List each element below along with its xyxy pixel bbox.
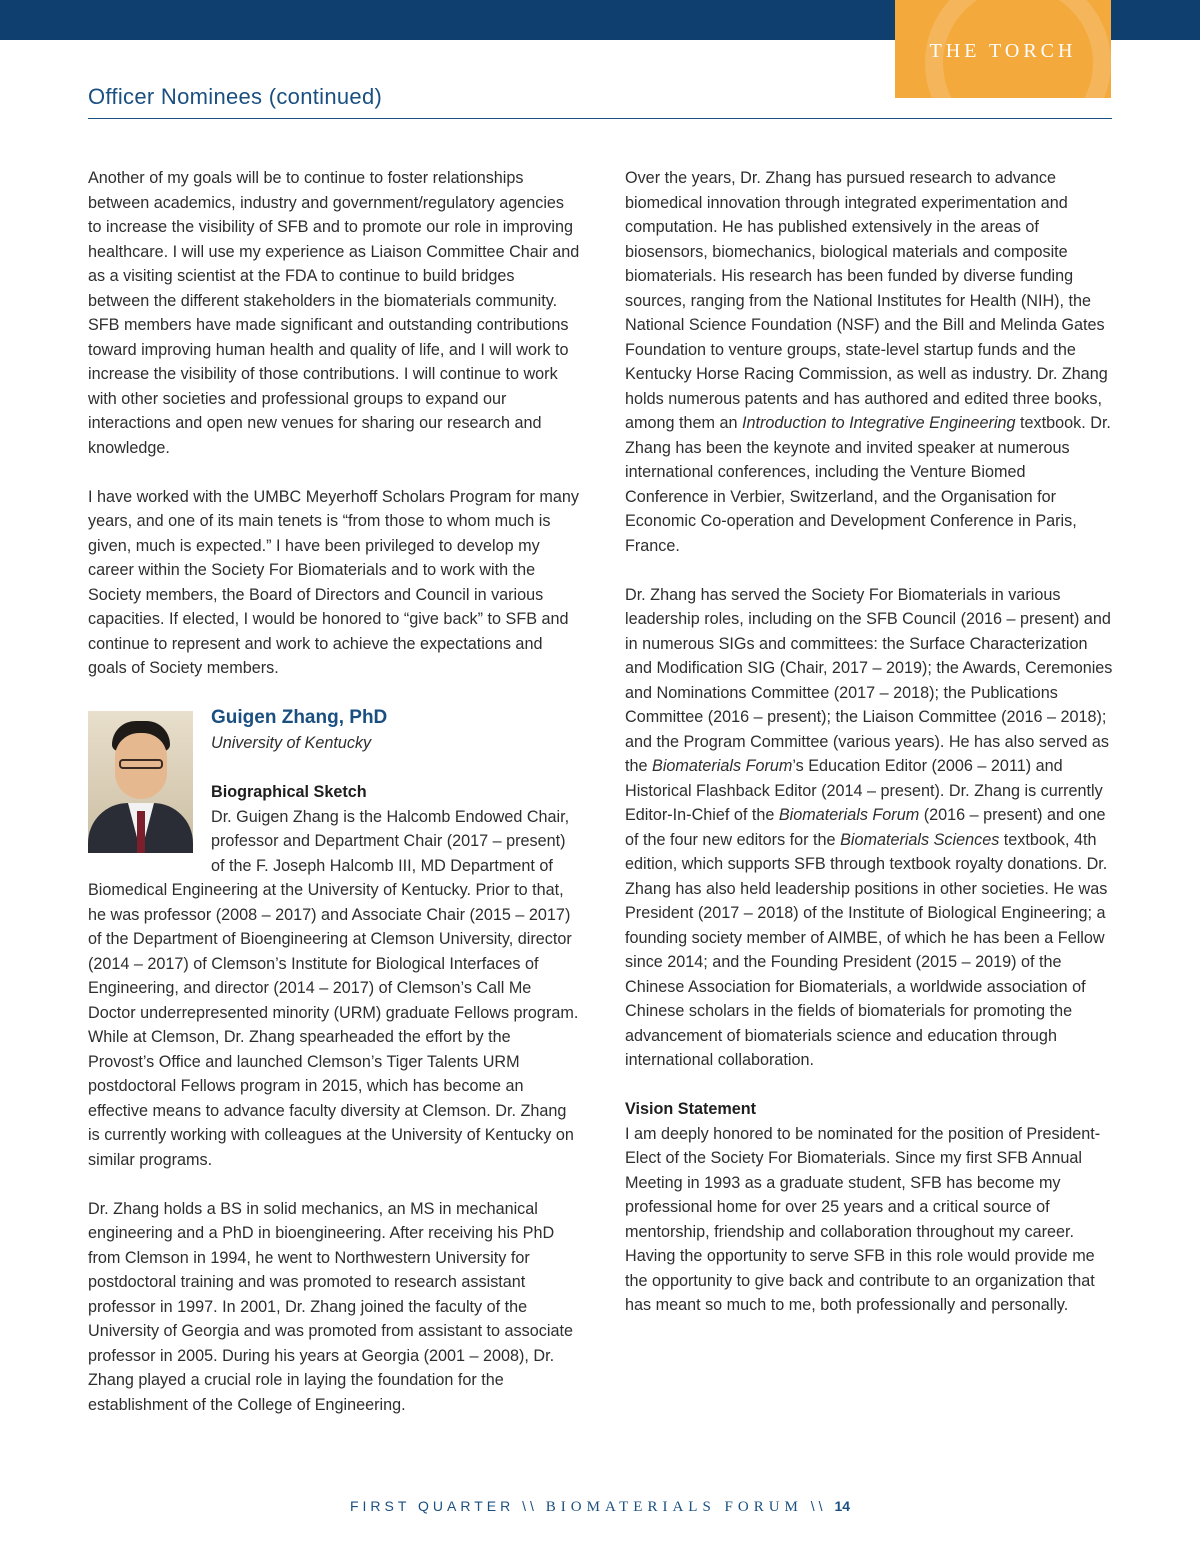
footer-separator-2: \\ <box>810 1498 827 1514</box>
the-torch-tab <box>895 0 1111 98</box>
left-column <box>88 166 580 1417</box>
bio-heading: Biographical Sketch <box>211 783 367 801</box>
textbook-title: Biomaterials Sciences <box>840 830 1000 849</box>
vision-paragraph: I am deeply honored to be nominated for the position of President-Elect of the Society For Biomaterials. Since my first SFB Annual Meeting in 1993 as a graduate student, SFB has become my professional home for over 25 years and a critical source of mentorship, friendship and collaboration throughout my career. Having the opportunity to serve SFB in this role would provide me the opportunity to give back and contribute to an organization that has meant so much to me, both professionally and personally. <box>625 1124 1101 1314</box>
research-paragraph: Over the years, Dr. Zhang has pursued research to advance biomedical innovation through integrated experimentation and computation. He has published extensively in the areas of biosensors, biomechanics, biological materials and composite biomaterials. His research has been funded by diverse funding sources, ranging from the National Institutes for Health (NIH), the National Science Foundation (NSF) and the Bill and Melinda Gates Foundation to venture groups, state-level startup funds and the Kentucky Horse Racing Commission, as well as industry. Dr. Zhang holds numerous patents and has authored and edited three books, among them an Introduction to Integrative Engineering textbook. Dr. Zhang has been the keynote and invited speaker at numerous international conferences, including the Venture Biomed Conference in Verbier, Switzerland, and the Organisation for Economic Co-operation and Development Conference in Paris, France. <box>625 169 1111 555</box>
bio-paragraph-2: Dr. Zhang holds a BS in solid mechanics, an MS in mechanical engineering and a PhD in bioengineering. After receiving his PhD from Clemson in 1994, he went to Northwestern University for postdoctoral training and was promoted to research assistant professor in 1997. In 2001, Dr. Zhang joined the faculty of the University of Georgia and was promoted from assistant to associate professor in 2005. During his years at Georgia (2001 – 2008), Dr. Zhang played a crucial role in laying the foundation for the establishment of the College of Engineering. <box>88 1199 573 1414</box>
service-paragraph: Dr. Zhang has served the Society For Biomaterials in various leadership roles, including on the SFB Council (2016 – present) and in numerous SIGs and committees: the Surface Characterization and Modification SIG (Chair, 2017 – 2019); the Awards, Ceremonies and Nominations Committee (2017 – 2018); the Publications Committee (2016 – present); the Liaison Committee (2016 – 2018); and the Program Committee (various years). He has also served as the Biomaterials Forum’s Education Editor (2006 – 2011) and Historical Flashback Editor (2014 – present). Dr. Zhang is currently Editor-In-Chief of the Biomaterials Forum (2016 – present) and one of the four new editors for the Biomaterials Sciences textbook, 4th edition, which supports SFB through textbook royalty donations. Dr. Zhang has also held leadership positions in other societies. He was President (2017 – 2018) of the Institute of Biological Engineering; a founding society member of AIMBE, of which he has been a Fellow since 2014; and the Founding President (2015 – 2019) of the Chinese Association for Biomaterials, a worldwide association of Chinese scholars in the fields of biomaterials for promoting the advancement of biomaterials science and education through international collaboration. <box>625 585 1113 1069</box>
nominee-affiliation: University of Kentucky <box>211 734 372 752</box>
nominee-name: Guigen Zhang, PhD <box>211 707 388 728</box>
section-divider <box>88 118 1112 119</box>
forum-title-1: Biomaterials Forum <box>652 757 793 775</box>
footer-magazine: BIOMATERIALS FORUM <box>545 1499 803 1515</box>
forum-title-2: Biomaterials Forum <box>778 806 920 824</box>
right-column <box>625 166 1113 1318</box>
meyerhoff-paragraph: I have worked with the UMBC Meyerhoff Scholars Program for many years, and one of its main tenets is “from those to whom much is given, much is expected.” I have been privileged to develop my career within the Society For Biomaterials and to work with the Society members, the Board of Directors and Council in various capacities. If elected, I would be honored to “give back” to SFB and continue to represent and work to achieve the expectations and goals of Society members. <box>88 487 579 677</box>
publication-label: THE TORCH <box>929 40 1077 62</box>
book-title: Introduction to Integrative Engineering <box>741 414 1016 432</box>
vision-heading: Vision Statement <box>625 1100 757 1118</box>
page-number: 14 <box>834 1498 851 1514</box>
nominee-profile <box>88 705 580 1197</box>
page-footer <box>0 1498 1200 1516</box>
footer-issue: FIRST QUARTER <box>349 1498 515 1514</box>
goals-paragraph: Another of my goals will be to continue to foster relationships between academics, industry and government/regulatory agencies to increase the visibility of SFB and to promote our role in improving healthcare. I will use my experience as Liaison Committee Chair and as a visiting scientist at the FDA to continue to build bridges between the different stakeholders in the biomaterials community. SFB members have made significant and outstanding contributions toward improving human health and quality of life, and I will work to increase the visibility of those contributions. I will continue to work with other societies and professional groups to expand our interactions and open new venues for sharing our research and knowledge. <box>88 169 580 457</box>
bio-paragraph-1: Dr. Guigen Zhang is the Halcomb Endowed Chair, professor and Department Chair (2017 – present) of the F. Joseph Halcomb III, MD Department of Biomedical Engineering at the University of Kentucky. Prior to that, he was professor (2008 – 2017) and Associate Chair (2015 – 2017) of the Department of Bioengineering at Clemson University, director (2014 – 2017) of Clemson’s Institute for Biological Interfaces of Engineering, and director (2014 – 2017) of Clemson’s Call Me Doctor underrepresented minority (URM) graduate Fellows program. While at Clemson, Dr. Zhang spearheaded the effort by the Provost’s Office and launched Clemson’s Tiger Talents URM postdoctoral Fellows program in 2015, which has become an effective means to advance faculty diversity at Clemson. Dr. Zhang is currently working with colleagues at the University of Kentucky on similar programs. <box>88 807 579 1169</box>
footer-separator-1: \\ <box>522 1498 538 1514</box>
nominee-photo <box>88 711 193 853</box>
section-title: Officer Nominees (continued) <box>88 84 383 109</box>
